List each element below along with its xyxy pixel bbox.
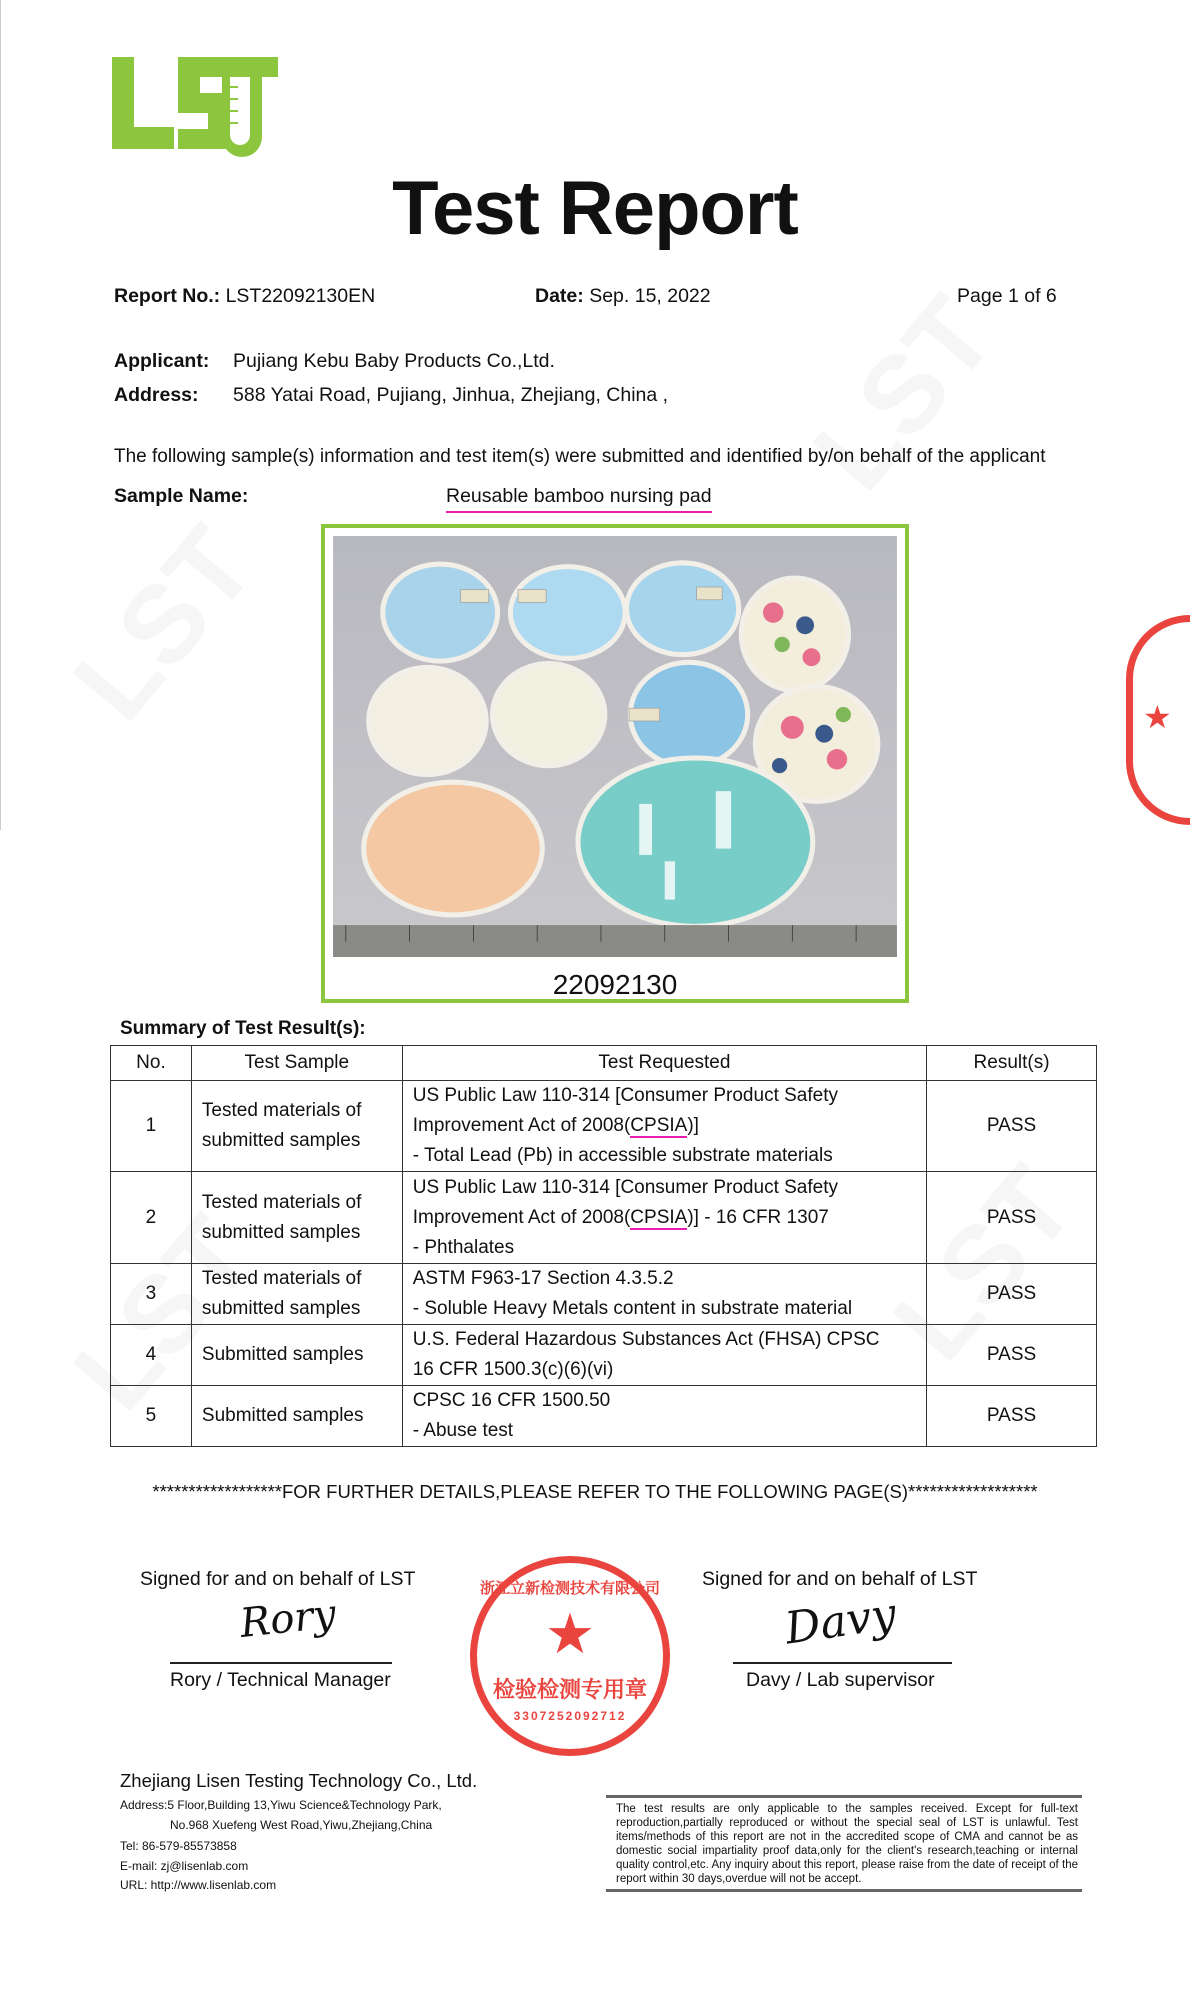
footer-url: URL: http://www.lisenlab.com bbox=[120, 1878, 277, 1892]
sample-name: Reusable bamboo nursing pad bbox=[446, 485, 712, 513]
report-number: LST22092130EN bbox=[225, 285, 376, 307]
further-details-note: ******************FOR FURTHER DETAILS,PLEASE REFER TO THE FOLLOWING PAGE(S)****************** bbox=[152, 1481, 1038, 1502]
table-header bbox=[111, 1046, 1097, 1081]
table-row bbox=[111, 1325, 1097, 1386]
request-text: )] bbox=[687, 1115, 699, 1136]
lst-logo bbox=[112, 57, 278, 157]
document-title: Test Report bbox=[392, 166, 798, 251]
table-row bbox=[111, 1081, 1097, 1172]
row-request bbox=[402, 1172, 926, 1264]
request-line: - Abuse test bbox=[412, 1420, 514, 1441]
row-result: PASS bbox=[927, 1172, 1097, 1264]
date-row bbox=[535, 285, 711, 308]
row-no: 2 bbox=[111, 1172, 192, 1264]
footer-address-2: No.968 Xuefeng West Road,Yiwu,Zhejiang,China bbox=[170, 1818, 433, 1832]
sample-name-label: Sample Name: bbox=[114, 485, 249, 507]
col-test-requested: Test Requested bbox=[402, 1046, 926, 1081]
date: Sep. 15, 2022 bbox=[589, 285, 711, 307]
row-sample bbox=[191, 1081, 402, 1172]
col-no: No. bbox=[111, 1046, 192, 1081]
date-label: Date: bbox=[535, 285, 584, 307]
page-edge bbox=[0, 0, 1, 830]
seal-center-text: 检验检测专用章 bbox=[492, 1677, 647, 1702]
address-label: Address: bbox=[114, 384, 199, 406]
sample-line: submitted samples bbox=[201, 1221, 361, 1243]
signature-line bbox=[733, 1662, 952, 1664]
row-sample bbox=[191, 1264, 402, 1325]
row-result: PASS bbox=[927, 1325, 1097, 1386]
applicant-label: Applicant: bbox=[114, 350, 210, 372]
seal-number: 3307252092712 bbox=[513, 1709, 627, 1723]
request-text: Improvement Act of 2008( bbox=[412, 1206, 631, 1228]
sign-right-label: Signed for and on behalf of LST bbox=[702, 1568, 978, 1590]
sign-right-name: Davy / Lab supervisor bbox=[746, 1669, 935, 1691]
cpsia-highlight: CPSIA bbox=[630, 1206, 688, 1228]
row-no: 1 bbox=[111, 1081, 192, 1172]
sample-line: submitted samples bbox=[201, 1130, 361, 1151]
request-line: - Phthalates bbox=[412, 1236, 515, 1258]
sample-line: Tested materials of bbox=[201, 1100, 362, 1121]
request-line bbox=[413, 1111, 926, 1141]
sign-left-label: Signed for and on behalf of LST bbox=[140, 1568, 416, 1590]
request-line: ASTM F963-17 Section 4.3.5.2 bbox=[412, 1268, 674, 1289]
sample-line: Tested materials of bbox=[201, 1191, 362, 1213]
watermark bbox=[788, 273, 1019, 514]
sample-line: submitted samples bbox=[201, 1298, 361, 1319]
row-request bbox=[402, 1325, 926, 1386]
request-line: CPSC 16 CFR 1500.50 bbox=[412, 1390, 611, 1411]
table-row bbox=[111, 1386, 1097, 1447]
request-line: 16 CFR 1500.3(c)(6)(vi) bbox=[412, 1359, 614, 1380]
star-icon: ★ bbox=[1143, 699, 1172, 735]
photo-caption: 22092130 bbox=[552, 969, 678, 1000]
row-no: 3 bbox=[111, 1264, 192, 1325]
applicant: Pujiang Kebu Baby Products Co.,Ltd. bbox=[233, 350, 555, 372]
row-sample bbox=[191, 1172, 402, 1264]
edge-seal bbox=[1126, 615, 1190, 825]
disclaimer: The test results are only applicable to the samples received. Except for full-text reproduction,partially reproduced or without the special seal of LST is unlawful. Test items/methods of this report are not in the accredited scope of CMA and cannot be as domestic social impartiality proof data,only for the client's research,teaching or internal quality control,etc. Any inquiry about this report, please raise from the date of receipt of the report within 30 days,overdue will not be accept. bbox=[606, 1795, 1082, 1892]
sign-left-name: Rory / Technical Manager bbox=[170, 1669, 391, 1691]
row-result: PASS bbox=[927, 1264, 1097, 1325]
summary-label: Summary of Test Result(s): bbox=[120, 1018, 366, 1039]
row-result: PASS bbox=[927, 1081, 1097, 1172]
request-line: - Total Lead (Pb) in accessible substrate materials bbox=[412, 1145, 833, 1166]
report-number-label: Report No.: bbox=[114, 285, 221, 307]
footer-address-1: Address:5 Floor,Building 13,Yiwu Science&Technology Park, bbox=[120, 1798, 442, 1812]
signature-davy: Davy bbox=[781, 1588, 900, 1655]
table-row bbox=[111, 1172, 1097, 1264]
watermark bbox=[48, 503, 279, 744]
seal-company-text: 浙江立新检测技术有限公司 bbox=[479, 1580, 660, 1597]
test-results-table bbox=[110, 1045, 1097, 1447]
row-request bbox=[402, 1264, 926, 1325]
table-row bbox=[111, 1264, 1097, 1325]
signature-line bbox=[170, 1662, 392, 1664]
request-line: US Public Law 110-314 [Consumer Product Safety bbox=[412, 1085, 838, 1106]
request-line: - Soluble Heavy Metals content in substrate material bbox=[412, 1298, 853, 1319]
row-request bbox=[402, 1081, 926, 1172]
request-line: U.S. Federal Hazardous Substances Act (FHSA) CPSC bbox=[412, 1329, 880, 1350]
request-line bbox=[413, 1203, 926, 1233]
row-no: 4 bbox=[111, 1325, 192, 1386]
sample-line: Tested materials of bbox=[201, 1268, 362, 1289]
row-sample: Submitted samples bbox=[191, 1325, 402, 1386]
request-line: US Public Law 110-314 [Consumer Product Safety bbox=[412, 1176, 838, 1198]
sample-photo-frame bbox=[321, 524, 909, 1003]
request-text: Improvement Act of 2008( bbox=[412, 1115, 631, 1136]
col-results: Result(s) bbox=[927, 1046, 1097, 1081]
sample-photo bbox=[333, 536, 897, 957]
footer-email: E-mail: zj@lisenlab.com bbox=[120, 1859, 249, 1873]
report-number-row bbox=[114, 285, 375, 308]
footer-company: Zhejiang Lisen Testing Technology Co., Ltd. bbox=[120, 1770, 478, 1791]
footer-tel: Tel: 86-579-85573858 bbox=[120, 1839, 237, 1853]
row-no: 5 bbox=[111, 1386, 192, 1447]
official-seal bbox=[470, 1556, 670, 1756]
cpsia-highlight: CPSIA bbox=[630, 1115, 688, 1136]
page-number: Page 1 of 6 bbox=[957, 285, 1057, 307]
row-result: PASS bbox=[927, 1386, 1097, 1447]
signature-rory: Rory bbox=[237, 1591, 339, 1647]
address: 588 Yatai Road, Pujiang, Jinhua, Zhejiang, China , bbox=[233, 384, 669, 406]
row-sample: Submitted samples bbox=[191, 1386, 402, 1447]
star-icon: ★ bbox=[544, 1602, 596, 1665]
request-text: )] - 16 CFR 1307 bbox=[687, 1206, 829, 1228]
intro-text: The following sample(s) information and test item(s) were submitted and identified by/on behalf of the applicant bbox=[114, 446, 1046, 467]
col-test-sample: Test Sample bbox=[191, 1046, 402, 1081]
row-request bbox=[402, 1386, 926, 1447]
